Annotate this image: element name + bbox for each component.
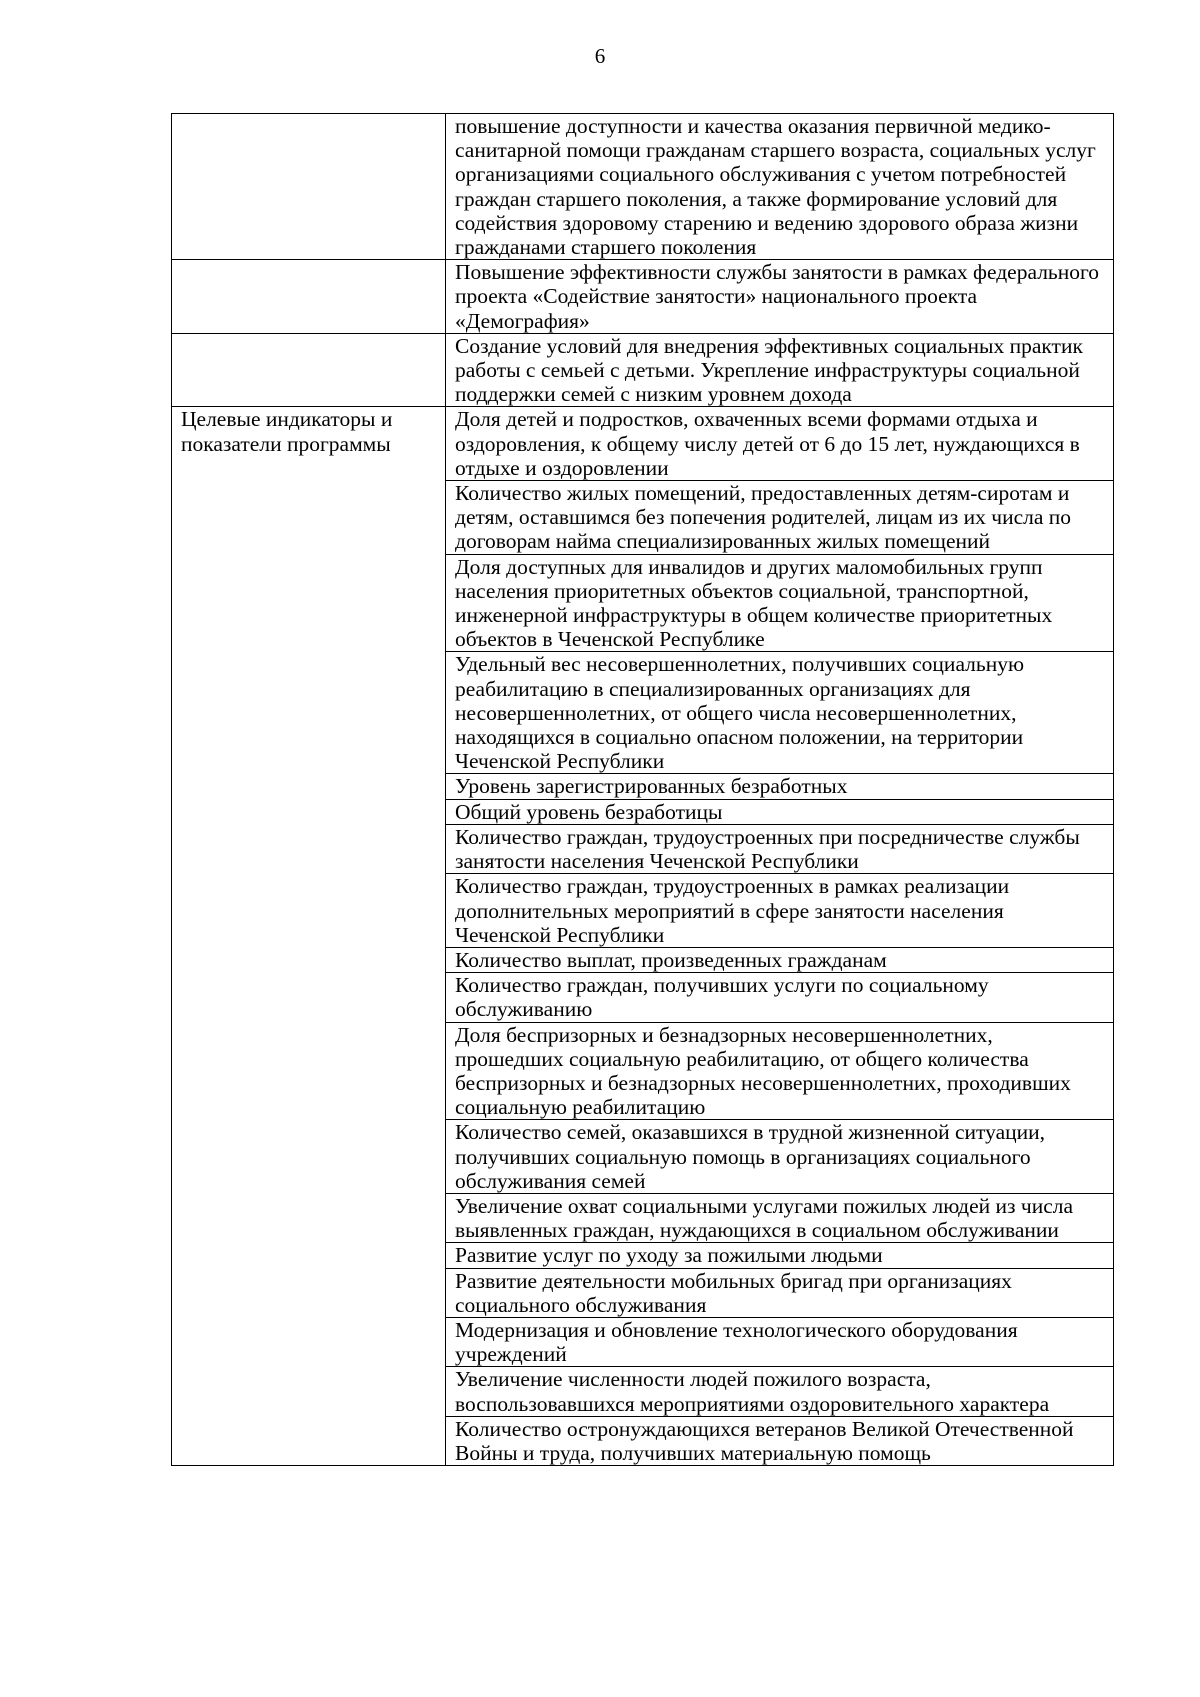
table-cell: повышение доступности и качества оказания первичной медико-санитарной помощи гражданам старшего возраста, социальных услуг организациями социального обслуживания с учетом потребностей граждан старшего поколения, а также формирование условий для содействия здоровому старению и ведению здорового образа жизни гражданами старшего поколения xyxy=(446,114,1114,260)
table-cell: Доля беспризорных и безнадзорных несовершеннолетних, прошедших социальную реабилитацию, от общего количества беспризорных и безнадзорных несовершеннолетних, проходивших социальную реабилитацию xyxy=(446,1022,1114,1120)
table-cell: Увеличение численности людей пожилого возраста, воспользовавшихся мероприятиями оздоровительного характера xyxy=(446,1367,1114,1416)
table-cell: Развитие деятельности мобильных бригад при организациях социального обслуживания xyxy=(446,1268,1114,1317)
program-passport-table xyxy=(171,113,1114,1466)
table-cell: Количество граждан, трудоустроенных в рамках реализации дополнительных мероприятий в сфере занятости населения Чеченской Республики xyxy=(446,874,1114,948)
table-cell: Развитие услуг по уходу за пожилыми людьми xyxy=(446,1243,1114,1268)
table-cell: Количество выплат, произведенных гражданам xyxy=(446,947,1114,972)
table-cell: Уровень зарегистрированных безработных xyxy=(446,774,1114,799)
table-cell: Удельный вес несовершеннолетних, получивших социальную реабилитацию в специализированных организациях для несовершеннолетних, от общего числа несовершеннолетних, находящихся в социально опасном положении, на территории Чеченской Республики xyxy=(446,652,1114,774)
table-row xyxy=(172,114,1114,260)
empty-label-cell xyxy=(172,260,446,334)
table-cell: Доля детей и подростков, охваченных всеми формами отдыха и оздоровления, к общему числу детей от 6 до 15 лет, нуждающихся в отдыхе и оздоровлении xyxy=(446,407,1114,481)
table-cell: Создание условий для внедрения эффективных социальных практик работы с семьей с детьми. Укрепление инфраструктуры социальной поддержки семей с низким уровнем дохода xyxy=(446,333,1114,407)
table-cell: Модернизация и обновление технологического оборудования учреждений xyxy=(446,1317,1114,1366)
table-row xyxy=(172,260,1114,334)
table-row xyxy=(172,407,1114,481)
table-cell: Общий уровень безработицы xyxy=(446,799,1114,824)
table-cell: Количество жилых помещений, предоставленных детям-сиротам и детям, оставшимся без попечения родителей, лицам из их числа по договорам найма специализированных жилых помещений xyxy=(446,481,1114,555)
empty-label-cell xyxy=(172,114,446,260)
table-cell: Количество семей, оказавшихся в трудной жизненной ситуации, получивших социальную помощь в организациях социального обслуживания семей xyxy=(446,1120,1114,1194)
page-number: 6 xyxy=(594,44,606,68)
empty-label-cell xyxy=(172,333,446,407)
table-cell: Количество граждан, трудоустроенных при посредничестве службы занятости населения Чеченской Республики xyxy=(446,824,1114,873)
table-cell: Повышение эффективности службы занятости в рамках федерального проекта «Содействие занятости» национального проекта «Демография» xyxy=(446,260,1114,334)
table-row xyxy=(172,333,1114,407)
table-cell: Доля доступных для инвалидов и других маломобильных групп населения приоритетных объектов социальной, транспортной, инженерной инфраструктуры в общем количестве приоритетных объектов в Чеченской Республике xyxy=(446,554,1114,652)
table-cell: Количество остронуждающихся ветеранов Великой Отечественной Войны и труда, получивших материальную помощь xyxy=(446,1416,1114,1465)
indicators-label: Целевые индикаторы и показатели программы xyxy=(172,407,446,1466)
table-cell: Увеличение охват социальными услугами пожилых людей из числа выявленных граждан, нуждающихся в социальном обслуживании xyxy=(446,1193,1114,1242)
table-cell: Количество граждан, получивших услуги по социальному обслуживанию xyxy=(446,973,1114,1022)
